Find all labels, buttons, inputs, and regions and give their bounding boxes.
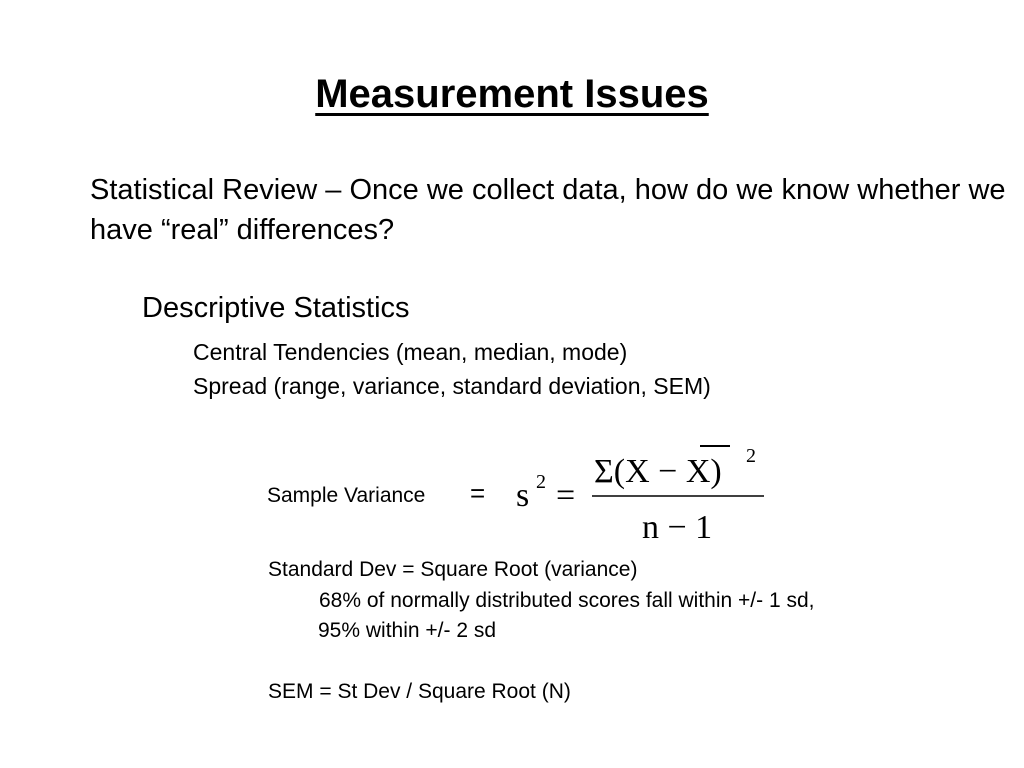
sem-line: SEM = St Dev / Square Root (N) [268, 680, 571, 703]
slide-title: Measurement Issues [315, 72, 709, 116]
central-tendencies-item: Central Tendencies (mean, median, mode) [193, 339, 628, 365]
formula-denominator: n − 1 [642, 509, 713, 546]
sample-variance-equals: = [470, 478, 486, 508]
standard-dev-detail-1: 68% of normally distributed scores fall within +/- 1 sd, [319, 589, 815, 612]
intro-text: Statistical Review – Once we collect data, how do we know whether we have “real” differences? [90, 174, 1006, 246]
descriptive-statistics-heading: Descriptive Statistics [142, 292, 410, 324]
standard-dev-line: Standard Dev = Square Root (variance) [268, 558, 638, 581]
sample-variance-label: Sample Variance [267, 484, 426, 507]
sample-variance-formula [510, 440, 780, 550]
formula-lhs: s [516, 477, 530, 514]
formula-numerator: Σ(X − X) [594, 453, 722, 490]
formula-lhs-exponent: 2 [536, 471, 546, 493]
standard-dev-detail-2: 95% within +/- 2 sd [318, 619, 497, 642]
spread-item: Spread (range, variance, standard deviation, SEM) [193, 373, 711, 399]
formula-equals: = [556, 477, 576, 514]
formula-numerator-exponent: 2 [746, 445, 756, 467]
